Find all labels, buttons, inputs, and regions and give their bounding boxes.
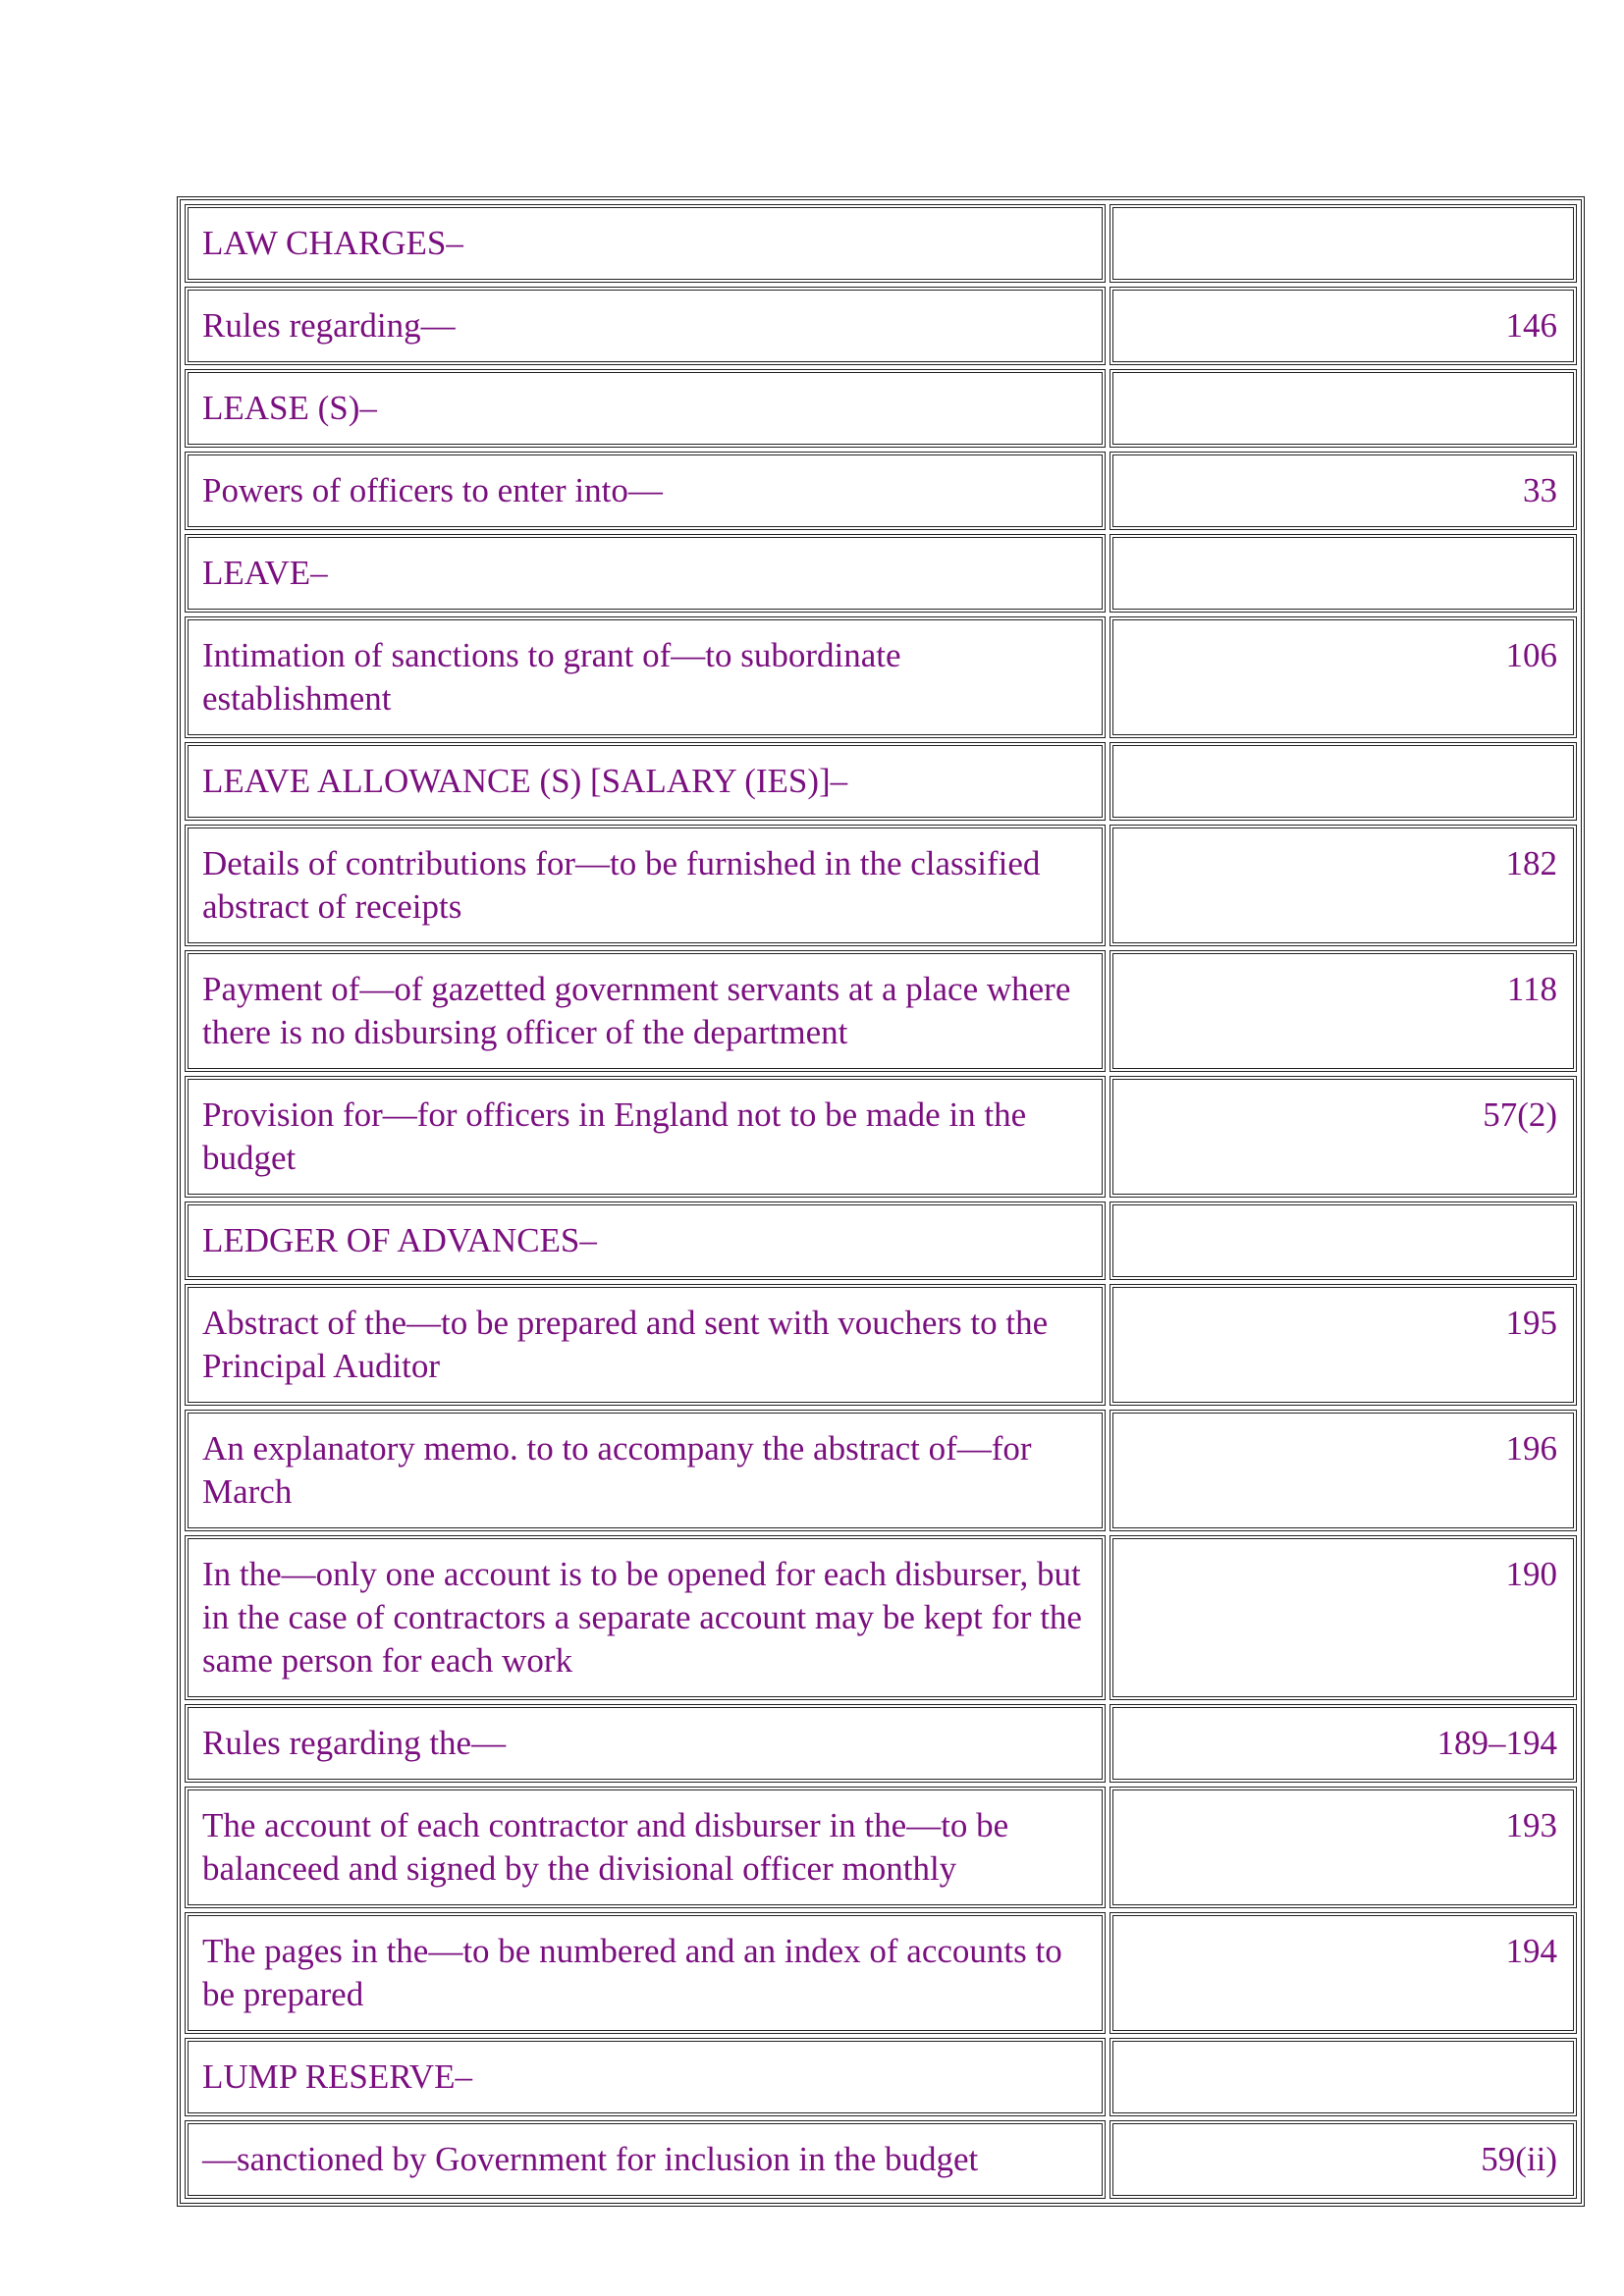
page-reference: 182 [1110, 825, 1577, 946]
index-entry: —sanctioned by Government for inclusion in the budget [185, 2120, 1106, 2199]
index-entry: Details of contributions for—to be furnished in the classified abstract of receipts [185, 825, 1106, 946]
index-entry-row [185, 1704, 1577, 1783]
page-reference: 190 [1110, 1535, 1577, 1700]
index-entry: The account of each contractor and disburser in the—to be balanceed and signed by the divisional officer monthly [185, 1787, 1106, 1908]
index-entry: Powers of officers to enter into— [185, 452, 1106, 530]
index-heading-row [185, 204, 1577, 283]
index-entry-row [185, 452, 1577, 530]
index-entry-row [185, 1076, 1577, 1198]
index-entry-row [185, 1284, 1577, 1406]
index-heading-row [185, 2038, 1577, 2116]
index-entry-row [185, 1912, 1577, 2034]
index-entry-row [185, 1410, 1577, 1531]
index-entry: Provision for—for officers in England not to be made in the budget [185, 1076, 1106, 1198]
page-reference [1110, 204, 1577, 283]
index-entry: The pages in the—to be numbered and an index of accounts to be prepared [185, 1912, 1106, 2034]
index-heading: LEAVE ALLOWANCE (S) [SALARY (IES)]– [185, 742, 1106, 821]
index-heading: LEDGER OF ADVANCES– [185, 1201, 1106, 1280]
index-entry-row [185, 616, 1577, 738]
index-entry-row [185, 2120, 1577, 2199]
index-heading: LEASE (S)– [185, 369, 1106, 448]
index-entry: Abstract of the—to be prepared and sent with vouchers to the Principal Auditor [185, 1284, 1106, 1406]
index-entry-row [185, 287, 1577, 365]
page-reference: 189–194 [1110, 1704, 1577, 1783]
page-reference: 196 [1110, 1410, 1577, 1531]
page-reference: 57(2) [1110, 1076, 1577, 1198]
index-entry: Rules regarding the— [185, 1704, 1106, 1783]
page-reference [1110, 1201, 1577, 1280]
index-entry: In the—only one account is to be opened for each disburser, but in the case of contractors a separate account may be kept for the same person for each work [185, 1535, 1106, 1700]
index-heading-row [185, 534, 1577, 613]
index-heading: LAW CHARGES– [185, 204, 1106, 283]
page-reference: 146 [1110, 287, 1577, 365]
index-entry: An explanatory memo. to to accompany the abstract of—for March [185, 1410, 1106, 1531]
index-heading-row [185, 1201, 1577, 1280]
page-reference: 193 [1110, 1787, 1577, 1908]
page-reference [1110, 369, 1577, 448]
index-heading: LUMP RESERVE– [185, 2038, 1106, 2116]
page-reference: 106 [1110, 616, 1577, 738]
index-entry-row [185, 825, 1577, 946]
index-entry-row [185, 1535, 1577, 1700]
index-heading-row [185, 742, 1577, 821]
index-entry-row [185, 950, 1577, 1072]
index-entry: Payment of—of gazetted government servants at a place where there is no disbursing officer of the department [185, 950, 1106, 1072]
page-reference [1110, 2038, 1577, 2116]
index-entry-row [185, 1787, 1577, 1908]
page-reference: 59(ii) [1110, 2120, 1577, 2199]
page-reference: 33 [1110, 452, 1577, 530]
index-heading: LEAVE– [185, 534, 1106, 613]
page-reference: 194 [1110, 1912, 1577, 2034]
index-heading-row [185, 369, 1577, 448]
page-reference [1110, 534, 1577, 613]
page-reference: 195 [1110, 1284, 1577, 1406]
page-reference: 118 [1110, 950, 1577, 1072]
index-entry: Intimation of sanctions to grant of—to subordinate establishment [185, 616, 1106, 738]
page-reference [1110, 742, 1577, 821]
index-table [177, 196, 1585, 2207]
index-entry: Rules regarding— [185, 287, 1106, 365]
